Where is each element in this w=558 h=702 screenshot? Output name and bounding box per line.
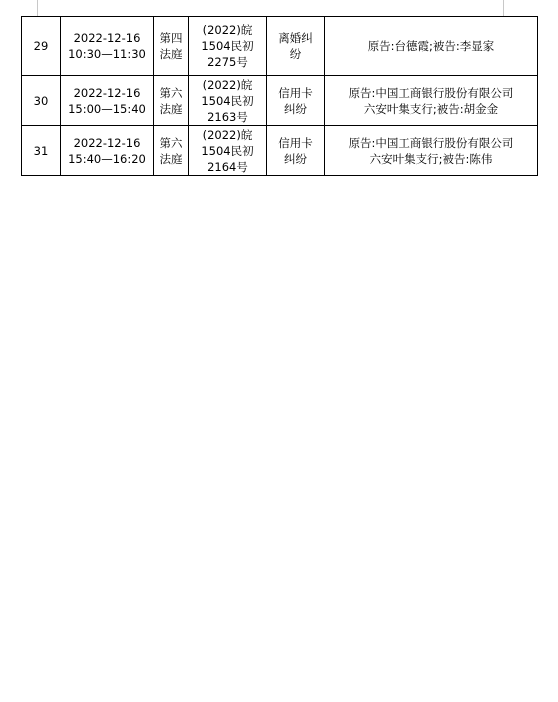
case-cause-line: 纠纷 — [284, 151, 307, 166]
courtroom-line: 法庭 — [159, 47, 183, 61]
case-number-cell — [189, 17, 267, 76]
hearing-time: 10:30—11:30 — [68, 47, 146, 61]
case-number-line: 1504民初 — [201, 143, 254, 158]
courtroom-line: 法庭 — [159, 151, 183, 166]
hearing-time: 15:40—16:20 — [68, 151, 146, 166]
case-cause-line: 信用卡 — [278, 85, 313, 100]
table-row — [22, 76, 538, 126]
parties-line: 六安叶集支行;被告:陈伟 — [369, 151, 493, 166]
row-number: 31 — [22, 126, 61, 176]
left-margin-mark — [37, 0, 38, 16]
table-row — [22, 17, 538, 76]
case-number-line: (2022)皖 — [202, 23, 253, 37]
case-cause-cell — [267, 126, 325, 176]
right-margin-mark — [503, 0, 504, 16]
courtroom-cell — [154, 17, 189, 76]
parties-line: 原告:台德霞;被告:李显家 — [367, 39, 495, 53]
case-cause-line: 离婚纠 — [278, 31, 313, 45]
parties-cell — [325, 76, 538, 126]
parties-cell — [325, 17, 538, 76]
courtroom-cell — [154, 76, 189, 126]
courtroom-cell — [154, 126, 189, 176]
case-cause-line: 信用卡 — [278, 135, 313, 150]
case-number-line: 2275号 — [207, 55, 248, 69]
courtroom-line: 法庭 — [159, 101, 183, 116]
case-cause-line: 纷 — [289, 47, 302, 61]
case-number-line: (2022)皖 — [202, 127, 253, 142]
case-number-line: 1504民初 — [201, 39, 254, 53]
case-number-line: 2163号 — [207, 109, 248, 124]
table-row — [22, 126, 538, 176]
hearing-date: 2022-12-16 — [73, 135, 141, 150]
hearing-time: 15:00—15:40 — [68, 101, 146, 116]
case-number-line: 1504民初 — [201, 93, 254, 108]
hearing-date: 2022-12-16 — [73, 85, 141, 100]
courtroom-line: 第六 — [159, 135, 183, 150]
hearing-schedule-table — [21, 16, 538, 176]
courtroom-line: 第六 — [159, 85, 183, 100]
case-cause-cell — [267, 17, 325, 76]
hearing-date: 2022-12-16 — [73, 31, 141, 45]
case-cause-line: 纠纷 — [284, 101, 307, 116]
row-number: 29 — [22, 17, 61, 76]
parties-line: 原告:中国工商银行股份有限公司 — [348, 135, 514, 150]
case-cause-cell — [267, 76, 325, 126]
parties-line: 六安叶集支行;被告:胡金金 — [363, 101, 499, 116]
case-number-line: (2022)皖 — [202, 77, 253, 92]
parties-cell — [325, 126, 538, 176]
courtroom-line: 第四 — [159, 31, 183, 45]
hearing-time-cell — [61, 17, 154, 76]
hearing-time-cell — [61, 126, 154, 176]
case-number-line: 2164号 — [207, 159, 248, 174]
row-number: 30 — [22, 76, 61, 126]
parties-line: 原告:中国工商银行股份有限公司 — [348, 85, 514, 100]
case-number-cell — [189, 126, 267, 176]
hearing-time-cell — [61, 76, 154, 126]
case-number-cell — [189, 76, 267, 126]
